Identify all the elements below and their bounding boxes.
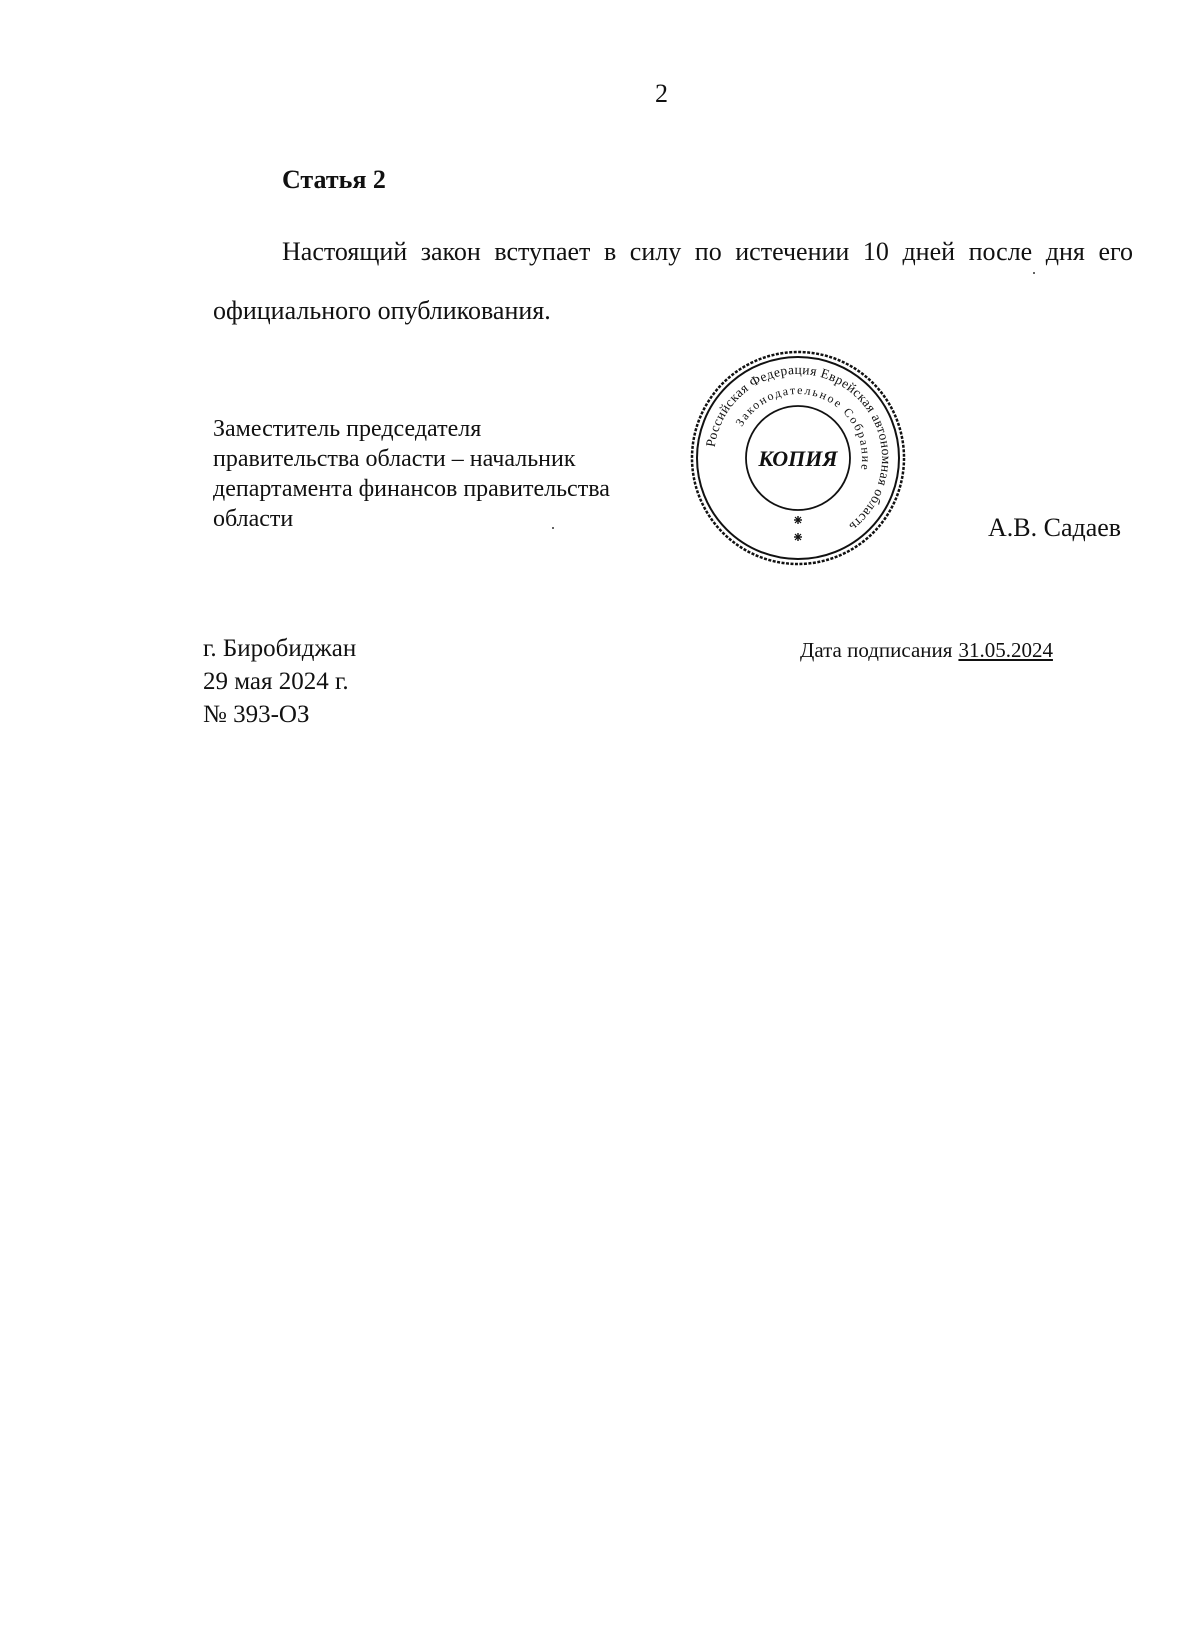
scan-speck [1033, 272, 1035, 274]
seal-inner-text: Законодательное Собрание [732, 382, 874, 473]
signatory-name: А.В. Садаев [988, 513, 1122, 542]
article-body: Настоящий закон вступает в силу по истечении 10 дней после дня его официального опубликования. [213, 237, 1133, 325]
signing-date-label: Дата подписания [800, 638, 953, 662]
seal-star-icon [794, 533, 802, 541]
official-seal [688, 348, 908, 568]
seal-graphic [688, 348, 908, 568]
seal-center-text: КОПИЯ [758, 446, 838, 471]
adoption-date-line: 29 мая 2024 г. [203, 668, 349, 695]
signatory-title: Заместитель председателя правительства области – начальник департамента финансов правительства области [213, 416, 610, 532]
article-heading: Статья 2 [282, 165, 386, 194]
seal-star-icon [794, 516, 802, 524]
city-line: г. Биробиджан [203, 635, 357, 662]
page-number: 2 [655, 79, 668, 108]
scan-speck [552, 527, 554, 529]
place-date-block [203, 632, 356, 731]
signing-date [800, 636, 1053, 664]
signing-date-value: 31.05.2024 [958, 638, 1053, 662]
law-number-line: № 393-ОЗ [203, 701, 310, 728]
seal-outer-text: Российская Федерация Еврейская автономная область [702, 361, 895, 535]
